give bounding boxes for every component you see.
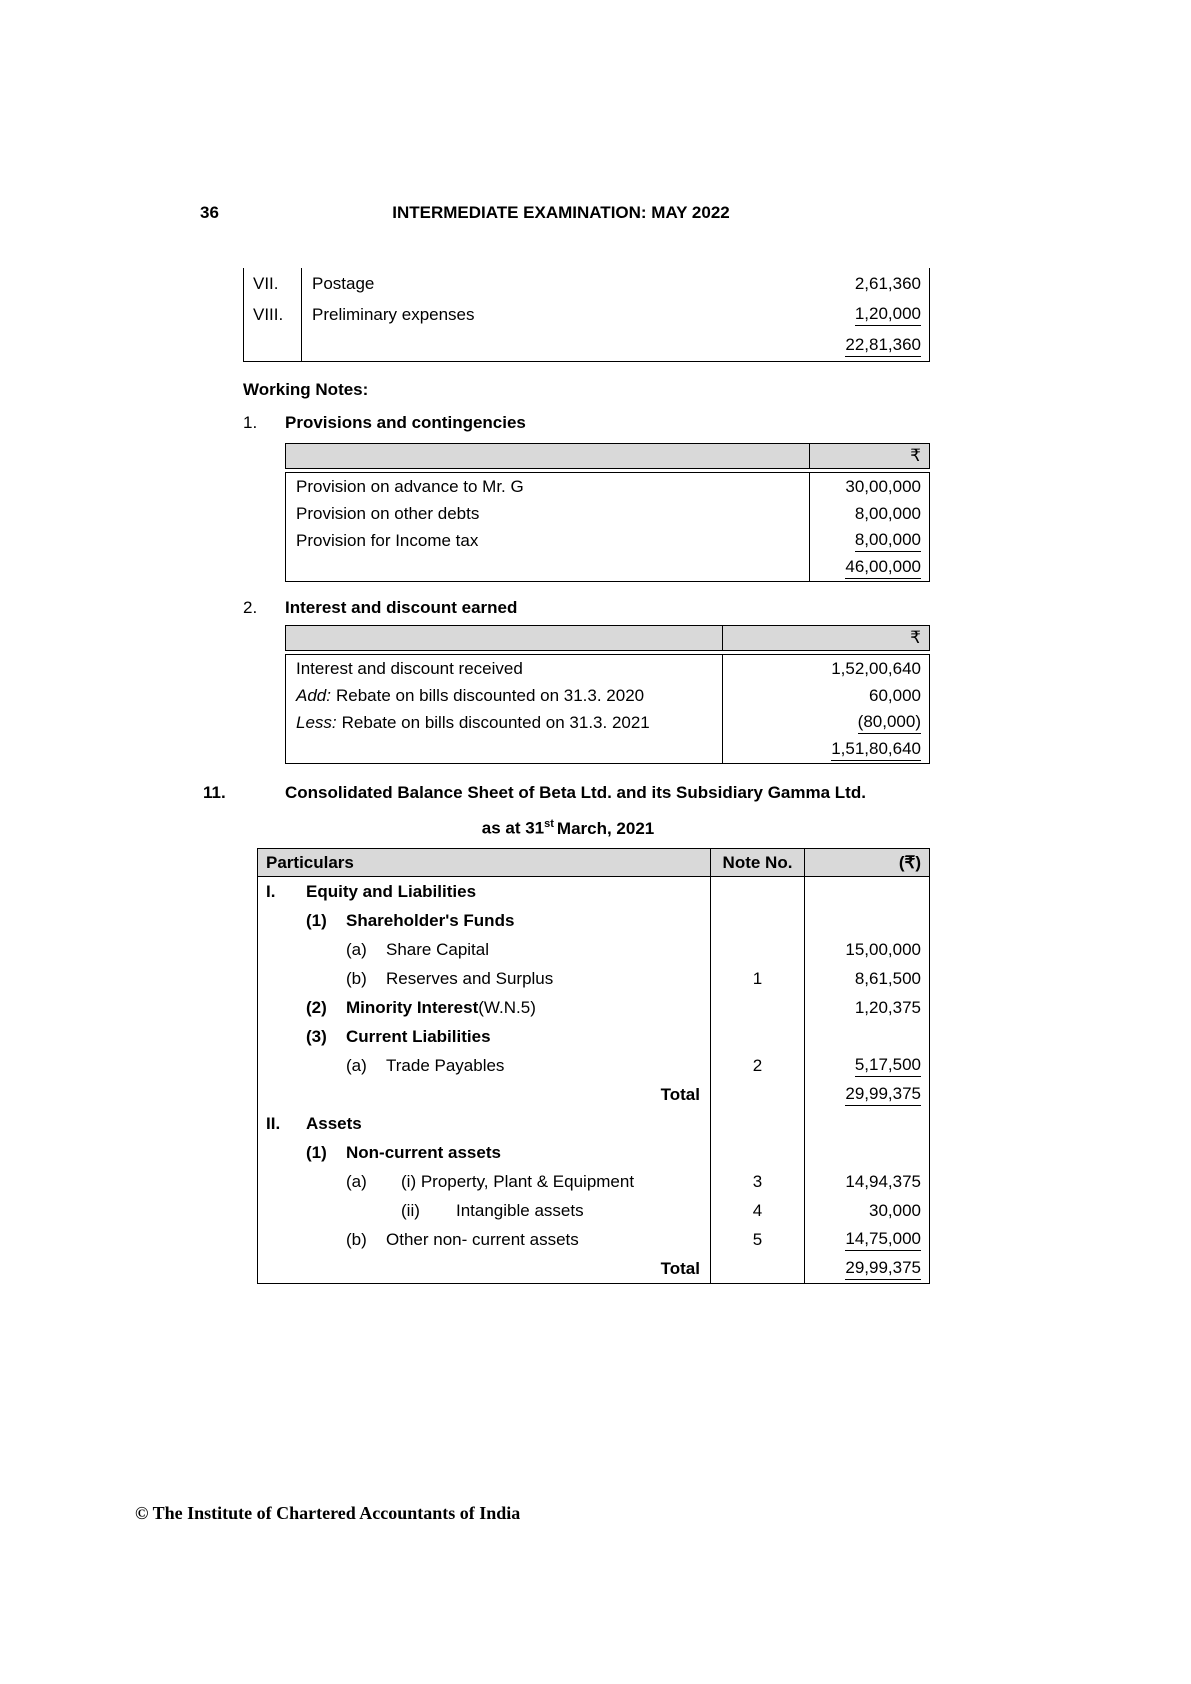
amount-cell (805, 1196, 929, 1225)
item-label: Non-current assets (346, 1142, 501, 1162)
table-row (258, 1138, 929, 1167)
page-number: 36 (200, 203, 219, 222)
table-row (258, 1225, 929, 1254)
amount-cell (723, 736, 929, 763)
item-label: Rebate on bills discounted on 31.3. 2020 (335, 685, 645, 705)
date-post: March, 2021 (556, 818, 655, 838)
header-spacer-cell (286, 444, 810, 468)
date-pre: as at 31 (481, 818, 545, 838)
amount: 29,99,375 (845, 1084, 921, 1106)
table-row (243, 330, 930, 361)
table-row (258, 1051, 929, 1080)
note-cell: 1 (710, 964, 805, 993)
label-cell (286, 500, 810, 527)
amount-cell (805, 1080, 929, 1109)
row-prefix: I. (266, 881, 276, 901)
currency-header: ₹ (910, 628, 921, 647)
item-label: Equity and Liabilities (306, 881, 477, 901)
item-label: Provision on other debts (296, 503, 480, 523)
item-label: Share Capital (386, 939, 490, 959)
serial-cell: VII. (244, 268, 302, 299)
item-label: Minority Interest (346, 997, 479, 1017)
currency-header: ₹ (910, 446, 921, 465)
amount-cell (723, 655, 929, 682)
row-prefix: (a) (346, 939, 367, 959)
amount-cell (805, 877, 929, 906)
item-label: Trade Payables (386, 1055, 505, 1075)
amount: 60,000 (869, 685, 921, 705)
item-label: Intangible assets (456, 1200, 584, 1220)
amount: 14,75,000 (845, 1229, 921, 1251)
amount-cell (805, 993, 929, 1022)
item-label: Interest and discount received (296, 658, 523, 678)
note-title: Provisions and contingencies (285, 413, 526, 432)
amount: 8,61,500 (854, 968, 921, 988)
balance-sheet-table (257, 848, 930, 1284)
particulars-cell (258, 1109, 710, 1138)
note-cell (710, 1022, 805, 1051)
table-row (286, 682, 929, 709)
amount-cell (810, 500, 929, 527)
table-row (258, 1109, 929, 1138)
label-cell (302, 330, 797, 361)
label-cell (286, 473, 810, 500)
amount-cell (805, 1109, 929, 1138)
table-row (286, 554, 929, 581)
table-row (286, 527, 929, 554)
particulars-cell (258, 1138, 710, 1167)
note-number: 2. (243, 598, 258, 617)
note-cell (710, 877, 805, 906)
provisions-table (285, 443, 930, 582)
row-prefix: (1) (306, 1142, 327, 1162)
table-row (258, 964, 929, 993)
note-cell: 5 (710, 1225, 805, 1254)
row-prefix: (2) (306, 997, 327, 1017)
note-cell (710, 1109, 805, 1138)
row-prefix: (3) (306, 1026, 327, 1046)
row-prefix: (b) (346, 1229, 367, 1249)
amount: 2,61,360 (854, 273, 921, 293)
amount: 22,81,360 (845, 335, 921, 357)
serial-cell: VIII. (244, 299, 302, 330)
total-label: Total (660, 1258, 700, 1278)
note-cell (710, 935, 805, 964)
item-label: Assets (306, 1113, 362, 1133)
amount: 29,99,375 (845, 1258, 921, 1280)
amount: 8,00,000 (854, 503, 921, 523)
page-title: INTERMEDIATE EXAMINATION: MAY 2022 (392, 203, 730, 222)
item-label: (i) Property, Plant & Equipment (401, 1171, 635, 1191)
particulars-cell (258, 1225, 710, 1254)
note-number: 1. (243, 413, 258, 432)
date-ordinal: st (544, 818, 554, 830)
particulars-cell (258, 935, 710, 964)
item-label: Shareholder's Funds (346, 910, 515, 930)
row-prefix: (1) (306, 910, 327, 930)
amount-cell (810, 473, 929, 500)
serial-cell (244, 330, 302, 361)
note-cell: 4 (710, 1196, 805, 1225)
particulars-cell (258, 1254, 710, 1283)
note-title: Interest and discount earned (285, 598, 518, 617)
balance-sheet-title: Consolidated Balance Sheet of Beta Ltd. and its Subsidiary Gamma Ltd. (285, 783, 866, 802)
amount-cell (805, 1051, 929, 1080)
table-header-row (285, 625, 930, 651)
working-notes-heading: Working Notes: (243, 380, 369, 399)
amount: 14,94,375 (845, 1171, 921, 1191)
row-prefix: (b) (346, 968, 367, 988)
amount-cell (805, 1138, 929, 1167)
item-label: Other non- current assets (386, 1229, 579, 1249)
header-amount: (₹) (898, 852, 921, 872)
table-row (258, 935, 929, 964)
carried-forward-table (243, 268, 930, 362)
amount: 15,00,000 (845, 939, 921, 959)
amount: 46,00,000 (845, 557, 921, 579)
note-cell (710, 993, 805, 1022)
note2-heading (243, 598, 517, 618)
amount: 30,000 (869, 1200, 921, 1220)
amount: 1,20,375 (854, 997, 921, 1017)
amount: 1,51,80,640 (831, 739, 921, 761)
amount-cell (797, 299, 929, 330)
label-cell (286, 655, 723, 682)
table-row (258, 993, 929, 1022)
amount-cell (805, 964, 929, 993)
question-11-heading (203, 783, 866, 803)
item-label: Rebate on bills discounted on 31.3. 2021 (341, 712, 650, 732)
table-row (286, 736, 929, 763)
amount: 8,00,000 (855, 530, 921, 552)
amount: 30,00,000 (845, 476, 921, 496)
table-header-row (285, 443, 930, 469)
copyright-footer: © The Institute of Chartered Accountants of India (135, 1503, 521, 1523)
header-note-no: Note No. (710, 849, 805, 876)
less-prefix: Less: (296, 712, 337, 732)
row-prefix: II. (266, 1113, 281, 1133)
table-row (258, 1196, 929, 1225)
amount: (80,000) (858, 712, 921, 734)
table-row (258, 1080, 929, 1109)
amount-cell (723, 682, 929, 709)
note-cell (710, 906, 805, 935)
table-row (258, 906, 929, 935)
table-row (243, 268, 930, 299)
header-particulars: Particulars (266, 852, 354, 872)
table-row (243, 299, 930, 330)
particulars-cell (258, 964, 710, 993)
note-cell: 2 (710, 1051, 805, 1080)
note1-heading (243, 413, 526, 433)
particulars-cell (258, 906, 710, 935)
amount-cell (723, 709, 929, 736)
add-prefix: Add: (296, 685, 331, 705)
amount: 1,52,00,640 (831, 658, 921, 678)
particulars-cell (258, 1051, 710, 1080)
table-row (258, 1022, 929, 1051)
header-spacer-cell (286, 626, 723, 650)
table-row (286, 709, 929, 736)
table-row (286, 473, 929, 500)
total-label: Total (660, 1084, 700, 1104)
row-prefix: (a) (346, 1171, 367, 1191)
amount-cell (805, 1167, 929, 1196)
table-row (258, 1254, 929, 1283)
row-prefix: (ii) (401, 1200, 420, 1220)
label-cell: Preliminary expenses (312, 304, 475, 324)
amount-cell (810, 527, 929, 554)
amount-cell (805, 935, 929, 964)
item-label-suffix: (W.N.5) (478, 997, 536, 1017)
note-cell: 3 (710, 1167, 805, 1196)
particulars-cell (258, 1022, 710, 1051)
table-body (285, 654, 930, 764)
table-body (285, 472, 930, 582)
table-row (286, 655, 929, 682)
table-header-row (258, 849, 929, 877)
amount-cell (805, 1254, 929, 1283)
label-cell (286, 682, 723, 709)
label-cell (286, 554, 810, 581)
amount-cell (805, 1225, 929, 1254)
label-cell: Postage (312, 273, 375, 293)
row-prefix: (a) (346, 1055, 367, 1075)
item-label: Reserves and Surplus (386, 968, 554, 988)
note-cell (710, 1254, 805, 1283)
label-cell (286, 736, 723, 763)
amount: 5,17,500 (855, 1055, 921, 1077)
item-label: Provision for Income tax (296, 530, 479, 550)
item-label: Provision on advance to Mr. G (296, 476, 524, 496)
amount-cell (797, 330, 929, 361)
label-cell (286, 709, 723, 736)
particulars-cell (258, 993, 710, 1022)
label-cell (286, 527, 810, 554)
note-cell (710, 1080, 805, 1109)
amount: 1,20,000 (855, 304, 921, 326)
table-row (258, 1167, 929, 1196)
table-row (286, 500, 929, 527)
table-row (258, 877, 929, 906)
question-number: 11. (203, 783, 226, 802)
particulars-cell (258, 1196, 710, 1225)
item-label: Current Liabilities (346, 1026, 491, 1046)
particulars-cell (258, 1167, 710, 1196)
amount-cell (805, 1022, 929, 1051)
particulars-cell (258, 1080, 710, 1109)
interest-discount-table (285, 625, 930, 764)
particulars-cell (258, 877, 710, 906)
amount-cell (810, 554, 929, 581)
amount-cell (805, 906, 929, 935)
note-cell (710, 1138, 805, 1167)
balance-sheet-date (0, 818, 1136, 839)
amount-cell (797, 268, 929, 299)
